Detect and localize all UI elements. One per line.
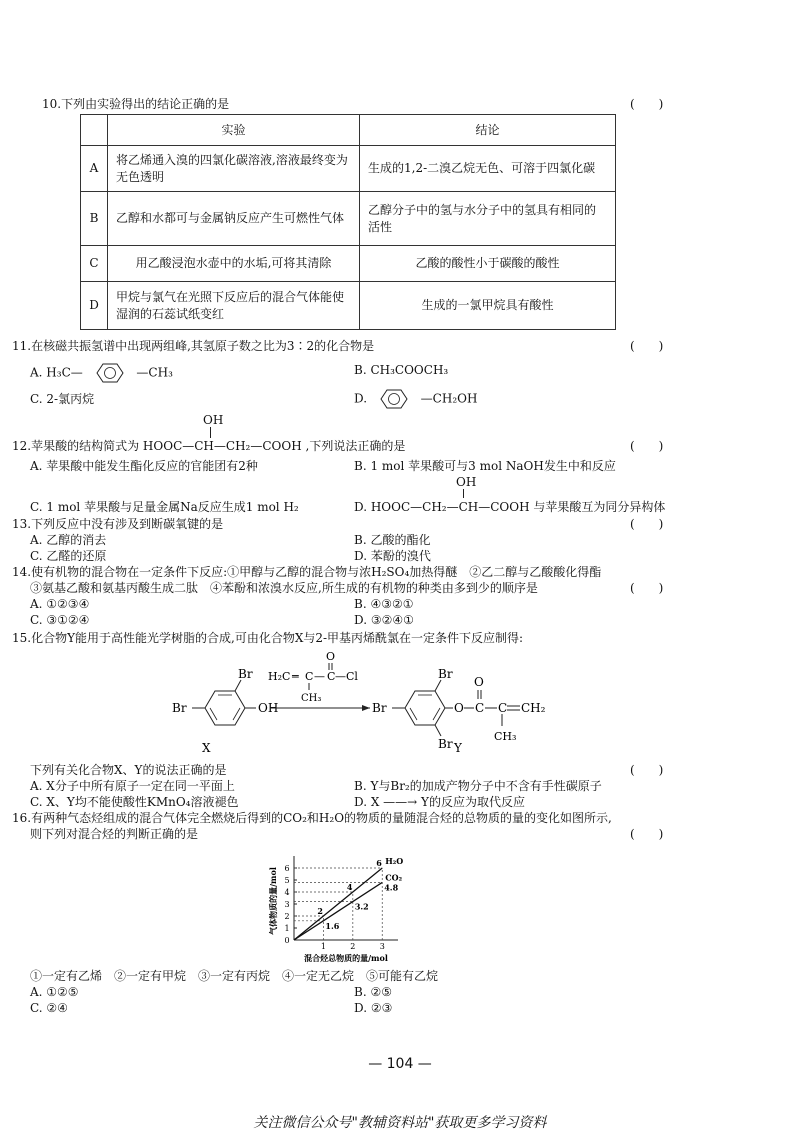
q14-option-c: C. ③①②④ (30, 613, 90, 627)
q12-stem-post: ,下列说法正确的是 (305, 439, 406, 453)
x-br-left: Br (172, 701, 187, 715)
q11-option-d (354, 388, 477, 410)
q14-option-a: A. ①②③④ (30, 597, 90, 611)
reagent-o: O (326, 650, 336, 663)
q16-option-d: D. ②③ (354, 1001, 393, 1015)
reagent-acyl-chloride (268, 650, 358, 704)
q11-option-a (30, 362, 173, 384)
reagent-ch3: CH₃ (301, 693, 322, 704)
y-br-bottom: Br (438, 737, 453, 751)
q15-option-d: D. X ——→ Y的反应为取代反应 (354, 795, 525, 809)
q11-paren: ( ) (630, 339, 664, 353)
annotation-h2o: 4 (346, 882, 353, 892)
reagent-h2c: H₂C (268, 670, 291, 683)
row-a-experiment: 将乙烯通入溴的四氯化碳溶液,溶液最终变为无色透明 (108, 146, 360, 192)
q11-stem: 11.在核磁共振氢谱中出现两组峰,其氢原子数之比为3∶2的化合物是 (12, 339, 375, 353)
q14-line2: ③氨基乙酸和氨基丙酸生成二肽 ④苯酚和浓溴水反应,所生成的有机物的种类由多到少的顺序是 (30, 581, 538, 595)
reagent-c2: C (327, 670, 336, 683)
q16-chart (268, 852, 418, 968)
q13-option-b: B. 乙酸的酯化 (354, 533, 431, 547)
q15-question: 下列有关化合物X、Y的说法正确的是 (30, 763, 227, 777)
q12-option-a: A. 苹果酸中能发生酯化反应的官能团有2种 (30, 459, 258, 473)
y-ch3: CH₃ (494, 730, 517, 743)
page-number: — 104 — (368, 1056, 432, 1072)
y-ester-o: O (454, 701, 464, 715)
q14-option-d: D. ③②④① (354, 613, 414, 627)
row-a-conclusion: 生成的1,2-二溴乙烷无色、可溶于四氯化碳 (360, 146, 616, 192)
q11-option-c: C. 2-氯丙烷 (30, 392, 95, 406)
y-alkene-c: C (498, 701, 508, 715)
q12-option-b: B. 1 mol 苹果酸可与3 mol NaOH发生中和反应 (354, 459, 616, 473)
q12-d-oh-label: OH (456, 475, 477, 489)
q12-option-d: D. HOOC—CH₂—CH—COOH 与苹果酸互为同分异构体 (354, 500, 666, 514)
annotation-h2o: 6 (376, 858, 382, 868)
row-c-experiment: 用乙酸浸泡水壶中的水垢,可将其清除 (108, 246, 360, 282)
compound-x (172, 667, 278, 755)
y-tick-label: 3 (284, 900, 290, 909)
x-oh: OH (258, 701, 279, 715)
x-br-top: Br (238, 667, 253, 681)
y-tick-label: 5 (284, 876, 290, 885)
y-carbonyl-c: C (475, 701, 485, 715)
footer-notice: 关注微信公众号"教辅资料站"获取更多学习资料 (253, 1115, 547, 1131)
q13-stem: 13.下列反应中没有涉及到断碳氧键的是 (12, 517, 224, 531)
q12-formula: HOOC—CH—CH₂—COOH (142, 439, 302, 453)
q16-paren: ( ) (630, 827, 664, 841)
q13-paren: ( ) (630, 517, 664, 531)
x-tick-label: 2 (350, 942, 356, 951)
row-b-experiment: 乙醇和水都可与金属钠反应产生可燃性气体 (108, 192, 360, 246)
row-c-conclusion: 乙酸的酸性小于碳酸的酸性 (360, 246, 616, 282)
y-tick-label: 1 (284, 924, 290, 933)
y-tick-label: 0 (284, 936, 290, 945)
x-label: X (202, 741, 211, 755)
q16-line1: 16.有两种气态烃组成的混合气体完全燃烧后得到的CO₂和H₂O的物质的量随混合烃的总物质的量的变化如图所示, (12, 811, 612, 825)
q13-option-a: A. 乙醇的消去 (30, 533, 107, 547)
q11-a-prefix: A. H₃C— (30, 365, 83, 380)
q14-paren: ( ) (630, 581, 664, 595)
q10-table (80, 114, 616, 330)
q11-d-prefix: D. (354, 391, 368, 406)
y-br-left: Br (372, 701, 387, 715)
series-label: H₂O (385, 856, 404, 866)
q16-option-a: A. ①②⑤ (30, 985, 79, 999)
q12-d-oh-bond (463, 489, 464, 498)
y-label: Y (454, 741, 462, 755)
table-corner (81, 115, 108, 146)
q14-option-b: B. ④③②① (354, 597, 414, 611)
series-label: CO₂ (385, 872, 403, 883)
y-ch2: CH₂ (521, 701, 546, 715)
reagent-dash: — (314, 670, 325, 683)
row-b-conclusion: 乙醇分子中的氢与水分子中的氢具有相同的活性 (360, 192, 616, 246)
q12-paren: ( ) (630, 439, 664, 453)
header-conclusion: 结论 (360, 115, 616, 146)
reagent-c1: C (305, 670, 314, 683)
q14-line1: 14.使有机物的混合物在一定条件下反应:①甲醇与乙醇的混合物与浓H₂SO₄加热得醚 ②乙二醇与乙酸酸化得酯 (12, 565, 602, 579)
benzene-ring-icon (87, 362, 133, 384)
row-c-label: C (81, 246, 108, 282)
annotation-co2: 1.6 (325, 920, 340, 931)
row-d-conclusion: 生成的一氯甲烷具有酸性 (360, 282, 616, 330)
benzene-ring-icon (371, 388, 417, 410)
q10-paren: ( ) (630, 97, 664, 111)
q11-a-suffix: —CH₃ (136, 365, 173, 380)
q15-paren: ( ) (630, 763, 664, 777)
q15-option-b: B. Y与Br₂的加成产物分子中不含有手性碳原子 (354, 779, 602, 793)
q15-option-c: C. X、Y均不能使酸性KMnO₄溶液褪色 (30, 795, 239, 809)
q12-stem-pre: 12.苹果酸的结构简式为 (12, 439, 140, 453)
x-axis-label: 混合烃总物质的量/mol (304, 953, 388, 963)
annotation-co2: 3.2 (354, 901, 369, 912)
q16-option-c: C. ②④ (30, 1001, 68, 1015)
q12-oh-label: OH (203, 413, 224, 427)
x-tick-label: 3 (379, 942, 385, 951)
header-experiment: 实验 (108, 115, 360, 146)
row-d-label: D (81, 282, 108, 330)
q15-reaction-scheme (140, 648, 570, 758)
y-br-top: Br (438, 667, 453, 681)
q16-option-b: B. ②⑤ (354, 985, 392, 999)
y-tick-label: 4 (284, 888, 290, 897)
q12-option-c: C. 1 mol 苹果酸与足量金属Na反应生成1 mol H₂ (30, 500, 299, 514)
row-b-label: B (81, 192, 108, 246)
q15-option-a: A. X分子中所有原子一定在同一平面上 (30, 779, 235, 793)
y-tick-label: 6 (284, 864, 290, 873)
row-d-experiment: 甲烷与氯气在光照下反应后的混合气体能使湿润的石蕊试纸变红 (108, 282, 360, 330)
annotation-h2o: 2 (317, 906, 323, 916)
q12-oh-bond (210, 427, 211, 438)
q10-stem: 10.下列由实验得出的结论正确的是 (42, 97, 230, 111)
compound-y (372, 667, 546, 755)
q16-line2: 则下列对混合烃的判断正确的是 (30, 827, 199, 841)
y-axis-label: 气体物质的量/mol (268, 867, 278, 935)
y-carbonyl-o: O (474, 675, 484, 689)
q11-d-suffix: —CH₂OH (420, 391, 478, 406)
q15-stem: 15.化合物Y能用于高性能光学树脂的合成,可由化合物X与2-甲基丙烯酰氯在一定条件下反应制得: (12, 631, 524, 645)
q16-statements: ①一定有乙烯 ②一定有甲烷 ③一定有丙烷 ④一定无乙烷 ⑤可能有乙烷 (30, 969, 439, 983)
x-tick-label: 1 (320, 942, 326, 951)
annotation-co2: 4.8 (384, 882, 399, 893)
q13-option-d: D. 苯酚的溴代 (354, 549, 431, 563)
y-tick-label: 2 (284, 912, 290, 921)
row-a-label: A (81, 146, 108, 192)
q11-option-b: B. CH₃COOCH₃ (354, 363, 449, 377)
series-line-1 (294, 882, 382, 940)
q12-stem (12, 438, 405, 454)
reagent-double-bond: ═ (292, 670, 299, 683)
q13-option-c: C. 乙醛的还原 (30, 549, 107, 563)
reagent-cl: —Cl (335, 670, 358, 683)
arrow-head-icon (362, 705, 370, 711)
